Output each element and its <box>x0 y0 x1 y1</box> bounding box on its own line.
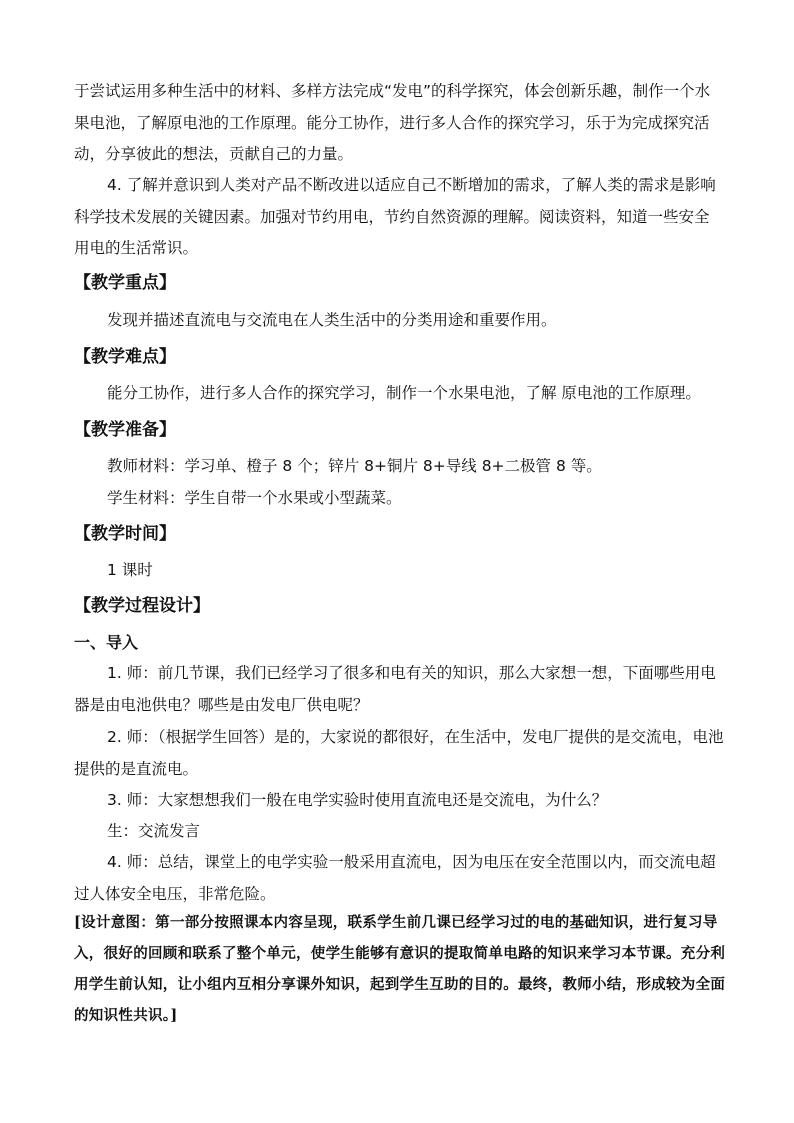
key-points-heading: 【教学重点】 <box>74 273 176 293</box>
difficulties-heading: 【教学难点】 <box>74 347 176 367</box>
goal-paragraph-3-continued: 于尝试运用多种生活中的材料、多样方法完成“发电”的科学探究，体会创新乐趣，制作一个水果电池，了解原电池的工作原理。能分工协作，进行多人合作的探究学习，乐于为完成探究活动，分享彼此的想法，贡献自己的力量。 <box>74 82 711 163</box>
time-text: 1 课时 <box>107 561 153 579</box>
goal-paragraph-4: 4. 了解并意识到人类对产品不断改进以适应自己不断增加的需求，了解人类的需求是影响科学技术发展的关键因素。加强对节约用电，节约自然资源的理解。阅读资料，知道一些安全 用电的生活常识。 <box>74 176 716 257</box>
section-intro-title: 一、导入 <box>74 633 139 652</box>
student-response: 生：交流发言 <box>107 822 201 840</box>
time-heading: 【教学时间】 <box>74 524 176 544</box>
difficulties-text: 能分工协作，进行多人合作的探究学习，制作一个水果电池，了解 原电池的工作原理。 <box>107 384 701 402</box>
process-item-4: 4. 师：总结，课堂上的电学实验一般采用直流电，因为电压在安全范围以内，而交流电超过人体安全电压，非常危险。 <box>74 853 716 903</box>
process-item-3: 3. 师：大家想想我们一般在电学实验时使用直流电还是交流电，为什么？ <box>107 791 608 809</box>
process-item-1: 1. 师：前几节课，我们已经学习了很多和电有关的知识，那么大家想一想，下面哪些用电器是由电池供电？哪些是由发电厂供电呢？ <box>74 664 716 714</box>
design-intent-note: [设计意图：第一部分按照课本内容呈现，联系学生前几课已经学习过的电的基础知识，进行复习导入，很好的回顾和联系了整个单元，使学生能够有意识的提取简单电路的知识来学习本节课。充分利用学生前认知，让小组内互相分享课外知识，起到学生互助的目的。最终，教师小结，形成较为全面的知识性共识。] <box>74 914 726 1024</box>
student-materials: 学生材料：学生自带一个水果或小型蔬菜。 <box>107 489 402 507</box>
teacher-materials: 教师材料：学习单、橙子 8 个；锌片 8+铜片 8+导线 8+二极管 8 等。 <box>107 457 602 475</box>
process-heading: 【教学过程设计】 <box>74 596 210 616</box>
key-points-text: 发现并描述直流电与交流电在人类生活中的分类用途和重要作用。 <box>107 311 557 329</box>
process-item-2: 2. 师：（根据学生回答）是的，大家说的都很好，在生活中，发电厂提供的是交流电，电池提供的是直流电。 <box>74 728 724 778</box>
preparation-heading: 【教学准备】 <box>74 420 176 440</box>
